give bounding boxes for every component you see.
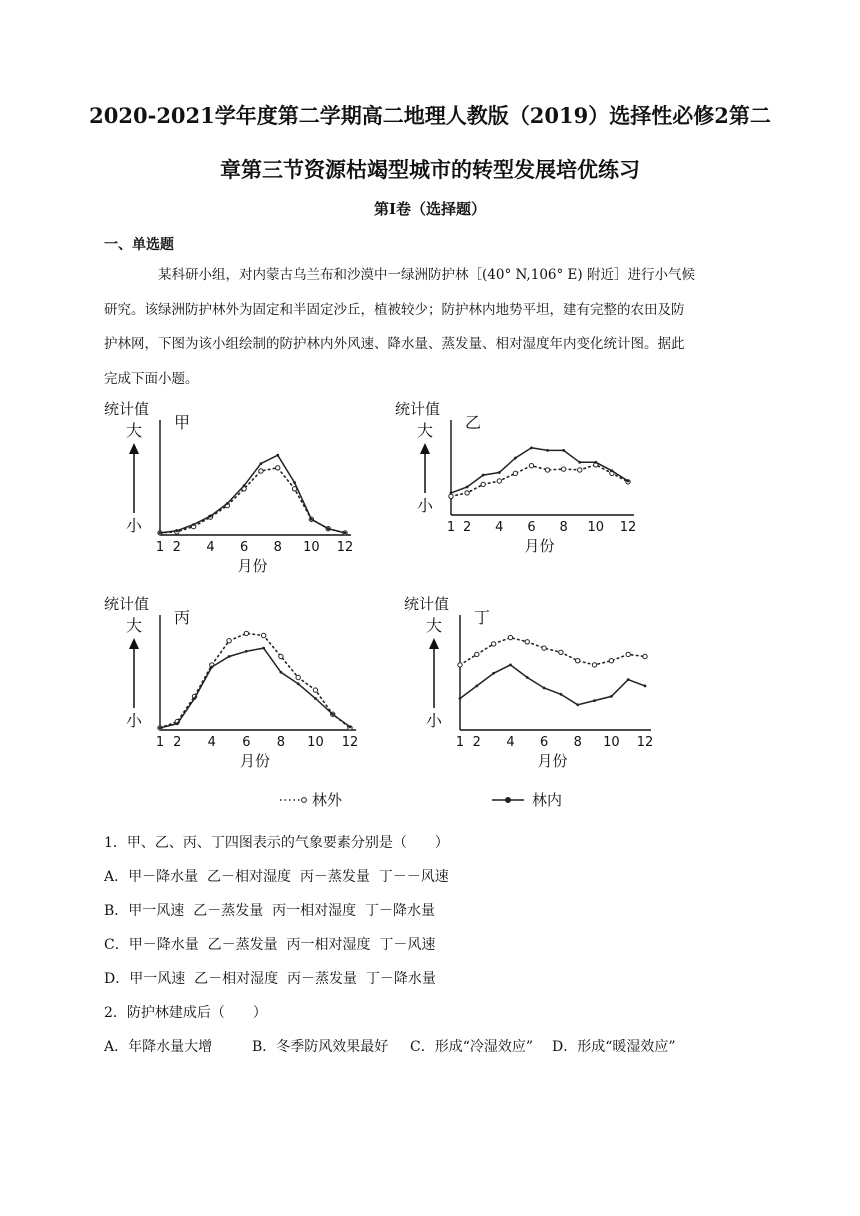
data-point-inside-m2 [466,486,469,489]
data-point-outside-m5 [525,640,529,644]
x-tick-label-1: 1 [455,735,465,750]
x-tick-label-1: 1 [446,520,456,535]
data-point-inside-m4 [509,664,512,667]
x-tick-label-6: 6 [527,520,536,535]
data-point-outside-m8 [576,659,580,663]
question-1-option-c[interactable]: C．甲－降水量 乙－蒸发量 丙一相对湿度 丁－风速 [104,937,436,953]
y-axis-label: 统计值 [104,400,150,418]
data-point-inside-m3 [193,697,196,700]
intro-line-4: 完成下面小题。 [104,370,199,387]
data-point-outside-m6 [529,464,533,468]
x-tick-label-10: 10 [307,735,324,750]
data-point-inside-m8 [280,671,283,674]
x-tick-label-12: 12 [636,735,654,750]
series-line-inside-forest [160,648,350,728]
data-point-outside-m1 [458,663,462,667]
data-point-inside-m9 [297,682,300,685]
data-point-outside-m9 [578,468,582,472]
climate-figure-svg [100,395,660,825]
data-point-inside-m1 [159,532,162,535]
chart-title: 乙 [465,413,482,432]
data-point-inside-m12 [644,685,647,688]
y-arrow-head [129,443,139,454]
data-point-inside-m9 [578,461,581,464]
data-point-inside-m11 [331,713,334,716]
data-point-inside-m5 [514,457,517,460]
data-point-inside-m12 [349,725,352,728]
series-line-inside-forest [460,665,645,705]
data-point-outside-m10 [609,659,613,663]
chart-title: 丙 [174,608,191,627]
legend-outside-marker [302,798,307,803]
data-point-inside-m3 [482,474,485,477]
data-point-inside-m10 [310,518,313,521]
x-tick-label-12: 12 [341,735,359,750]
series-line-inside-forest [451,448,628,493]
section-heading: 一、单选题 [104,237,174,253]
y-axis-big-label: 大 [416,421,434,440]
x-tick-label-1: 1 [155,540,165,555]
question-1-option-d[interactable]: D．甲一风速 乙－相对湿度 丙－蒸发量 丁－降水量 [104,971,436,987]
data-point-outside-m6 [542,646,546,650]
x-tick-label-8: 8 [276,735,286,750]
data-point-outside-m5 [513,471,517,475]
data-point-inside-m2 [475,685,478,688]
document-title-line-1: 2020-2021学年度第二学期高二地理人教版（2019）选择性必修2第二 [89,103,771,128]
x-tick-label-12: 12 [336,540,354,555]
data-point-outside-m8 [279,654,283,658]
y-axis-small-label: 小 [416,496,434,515]
data-point-outside-m9 [592,663,596,667]
data-point-inside-m6 [243,484,246,487]
data-point-outside-m2 [475,652,479,656]
data-point-inside-m10 [610,695,613,698]
data-point-inside-m11 [627,678,630,681]
data-point-outside-m9 [296,675,300,679]
y-axis-big-label: 大 [125,421,143,440]
chart-title: 甲 [174,413,191,432]
data-point-inside-m3 [492,672,495,675]
data-point-inside-m7 [262,647,265,650]
y-arrow-head [129,638,139,649]
y-axis-big-label: 大 [125,616,143,635]
x-tick-label-2: 2 [472,735,481,750]
data-point-outside-m7 [559,650,563,654]
data-point-inside-m11 [327,527,330,530]
x-tick-label-4: 4 [207,735,216,750]
data-point-inside-m7 [260,462,263,465]
chart-panel-1 [104,400,353,575]
data-point-inside-m5 [226,502,229,505]
data-point-outside-m3 [481,482,485,486]
x-tick-label-8: 8 [559,520,568,535]
series-line-outside-forest [451,465,628,497]
chart-panel-2 [395,400,636,555]
data-point-inside-m10 [314,697,317,700]
x-tick-label-2: 2 [462,520,472,535]
data-point-inside-m7 [560,693,563,696]
x-tick-label-6: 6 [239,540,249,555]
chart-panel-3 [104,595,358,770]
data-point-outside-m7 [261,633,265,637]
x-axis-label: 月份 [237,557,268,575]
data-point-outside-m7 [259,469,263,473]
series-line-outside-forest [460,638,645,665]
y-axis-small-label: 小 [125,711,143,730]
data-point-inside-m4 [498,471,501,474]
data-point-outside-m1 [449,494,453,498]
x-tick-label-8: 8 [273,540,282,555]
x-tick-label-12: 12 [619,520,637,535]
question-2: 2．防护林建成后（ ） [104,1005,267,1021]
question-2-option-a[interactable]: A．年降水量大增 [104,1039,213,1055]
x-axis-label: 月份 [537,752,568,770]
data-point-inside-m11 [611,469,614,472]
data-point-inside-m5 [228,655,231,658]
intro-paragraph [104,258,784,396]
series-line-outside-forest [160,633,350,728]
y-axis-label: 统计值 [404,595,450,613]
x-tick-label-2: 2 [172,540,181,555]
data-point-inside-m12 [344,532,347,535]
x-axis-label: 月份 [239,752,271,770]
x-axis-label: 月份 [524,537,555,555]
question-1-option-a[interactable]: A．甲－降水量 乙－相对湿度 丙－蒸发量 丁－－风速 [104,869,449,885]
intro-line-1: 某科研小组，对内蒙古乌兰布和沙漠中一绿洲防护林［(40° N,106° E) 附近］进行小气候 [158,267,695,283]
question-2-option-b[interactable]: B．冬季防风效果最好 [252,1039,389,1055]
x-tick-label-10: 10 [303,540,320,555]
y-axis-label: 统计值 [104,595,150,613]
data-point-inside-m4 [209,515,212,518]
question-1: 1．甲、乙、丙、丁四图表示的气象要素分别是（ ） [104,835,449,851]
data-point-outside-m11 [626,652,630,656]
data-point-inside-m9 [293,481,296,484]
x-tick-label-2: 2 [173,735,182,750]
data-point-outside-m3 [491,642,495,646]
question-1-option-b[interactable]: B．甲一风速 乙－蒸发量 丙一相对湿度 丁－降水量 [104,903,435,919]
x-tick-label-10: 10 [587,520,605,535]
data-point-inside-m8 [276,454,279,457]
intro-line-3: 护林网，下图为该小组绘制的防护林内外风速、降水量、蒸发量、相对湿度年内变化统计图。据此 [104,336,685,352]
volume-subtitle: 第Ⅰ卷（选择题） [373,200,487,218]
chart-title: 丁 [474,608,491,627]
x-tick-label-6: 6 [539,735,549,750]
data-point-inside-m6 [530,446,533,449]
y-axis-label: 统计值 [395,400,441,418]
data-point-inside-m2 [176,722,179,725]
data-point-inside-m8 [576,703,579,706]
data-point-outside-m6 [244,631,248,635]
x-tick-label-1: 1 [155,735,165,750]
data-point-outside-m4 [497,479,501,483]
intro-line-2: 研究。该绿洲防护林外为固定和半固定沙丘，植被较少；防护林内地势平坦，建有完整的农田及防 [104,301,685,318]
x-tick-label-4: 4 [495,520,504,535]
data-point-inside-m1 [450,492,453,495]
legend [280,791,562,809]
climate-figure [100,395,660,825]
y-axis-small-label: 小 [425,711,443,730]
data-point-inside-m4 [210,666,213,669]
data-point-outside-m12 [643,654,647,658]
x-tick-label-4: 4 [506,735,515,750]
y-arrow-head [429,638,439,649]
legend-outside-label: 林外 [312,791,343,809]
data-point-outside-m8 [276,466,280,470]
data-point-inside-m3 [192,523,195,526]
x-tick-label-4: 4 [206,540,215,555]
data-point-outside-m5 [227,639,231,643]
chart-panel-4 [404,595,653,770]
data-point-inside-m1 [459,697,462,700]
data-point-outside-m2 [465,491,469,495]
y-axis-small-label: 小 [125,516,143,535]
x-tick-label-10: 10 [603,735,620,750]
x-tick-label-8: 8 [573,735,582,750]
data-point-inside-m12 [627,480,630,483]
data-point-inside-m7 [546,449,549,452]
legend-inside-label: 林内 [532,791,563,809]
data-point-inside-m1 [159,727,162,730]
data-point-outside-m4 [508,635,512,639]
document-title-line-2: 章第三节资源枯竭型城市的转型发展培优练习 [220,157,640,182]
data-point-inside-m8 [562,449,565,452]
data-point-inside-m10 [594,461,597,464]
series-line-inside-forest [160,455,345,533]
data-point-outside-m10 [313,688,317,692]
data-point-outside-m8 [561,467,565,471]
question-2-option-d[interactable]: D．形成“暖湿效应” [552,1039,676,1055]
y-arrow-head [420,443,430,454]
data-point-inside-m2 [175,529,178,532]
question-2-option-c[interactable]: C．形成“冷湿效应” [410,1039,534,1055]
data-point-outside-m7 [545,468,549,472]
y-axis-big-label: 大 [425,616,443,635]
data-point-inside-m9 [593,699,596,702]
x-tick-label-6: 6 [242,735,251,750]
data-point-inside-m5 [526,676,529,679]
data-point-inside-m6 [543,687,546,690]
data-point-inside-m6 [245,650,248,653]
legend-inside-marker [505,797,511,803]
